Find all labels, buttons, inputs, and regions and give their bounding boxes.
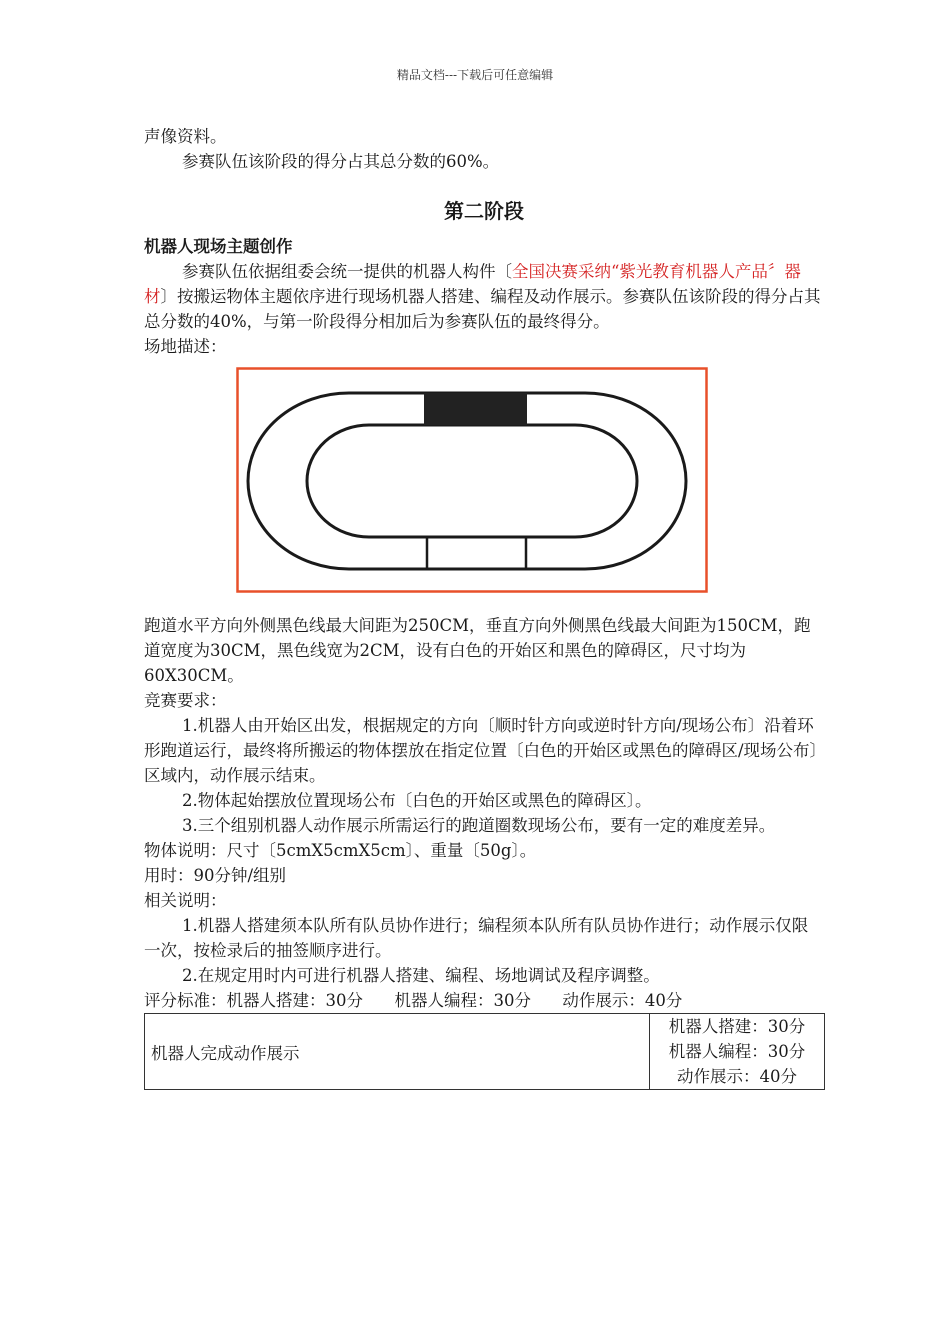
time-description: 用时：90分钟/组别 [144, 866, 287, 885]
table-cell-task: 机器人完成动作展示 [145, 1014, 650, 1090]
paragraph-stage1-score: 参赛队伍该阶段的得分占其总分数的60%。 [182, 152, 500, 171]
score-build: 机器人搭建：30分 [668, 1017, 806, 1036]
score-table [144, 1013, 825, 1090]
track-diagram [236, 367, 708, 593]
paragraph-continuation: 声像资料。 [144, 127, 227, 146]
object-description: 物体说明：尺寸〔5cmX5cmX5cm〕、重量〔50g〕。 [144, 841, 537, 860]
field-label: 场地描述： [144, 337, 227, 356]
table-cell-scores [650, 1014, 825, 1090]
intro-text-1: 参赛队伍依据组委会统一提供的机器人构件〔 [182, 262, 512, 281]
obstacle-zone [424, 393, 527, 425]
requirements-label: 竞赛要求： [144, 691, 227, 710]
requirement-item-1: 1.机器人由开始区出发，根据规定的方向〔顺时针方向或逆时针方向/现场公布〕沿着环形跑道运行，最终将所搬运的物体摆放在指定位置〔白色的开始区或黑色的障碍区/现场公布〕区域内，动作展示结束。 [144, 716, 818, 785]
table-row [145, 1014, 825, 1090]
section-title: 机器人现场主题创作 [144, 237, 293, 256]
requirement-item-2: 2.物体起始摆放位置现场公布〔白色的开始区或黑色的障碍区〕。 [182, 791, 652, 810]
track-figure [144, 367, 824, 599]
intro-paragraph [144, 259, 824, 334]
intro-text-2: 〕按搬运物体主题依序进行现场机器人搭建、编程及动作展示。参赛队伍该阶段的得分占其总分数的40%，与第一阶段得分相加后为参赛队伍的最终得分。 [144, 287, 821, 331]
intro-red-text: 全国决赛采纳“紫光教育机器人产品〞器材 [144, 262, 801, 306]
stage-title: 第二阶段 [444, 199, 524, 223]
note-item-2: 2.在规定用时内可进行机器人搭建、编程、场地调试及程序调整。 [182, 966, 660, 985]
note-item-1: 1.机器人搭建须本队所有队员协作进行；编程须本队所有队员协作进行；动作展示仅限一次，按检录后的抽签顺序进行。 [144, 916, 809, 960]
score-program: 机器人编程：30分 [668, 1042, 806, 1061]
document-body [144, 124, 824, 1090]
requirement-item-3: 3.三个组别机器人动作展示所需运行的跑道圈数现场公布，要有一定的难度差异。 [182, 816, 776, 835]
scoring-criteria: 评分标准：机器人搭建：30分 机器人编程：30分 动作展示：40分 [144, 991, 683, 1010]
notes-label: 相关说明： [144, 891, 227, 910]
score-show: 动作展示：40分 [677, 1067, 797, 1086]
field-description: 跑道水平方向外侧黑色线最大间距为250CM，垂直方向外侧黑色线最大间距为150CM，跑道宽度为30CM，黑色线宽为2CM，设有白色的开始区和黑色的障碍区，尺寸均为60X30CM。 [144, 616, 811, 685]
page-header: 精品文档---下载后可任意编辑 [396, 68, 554, 82]
